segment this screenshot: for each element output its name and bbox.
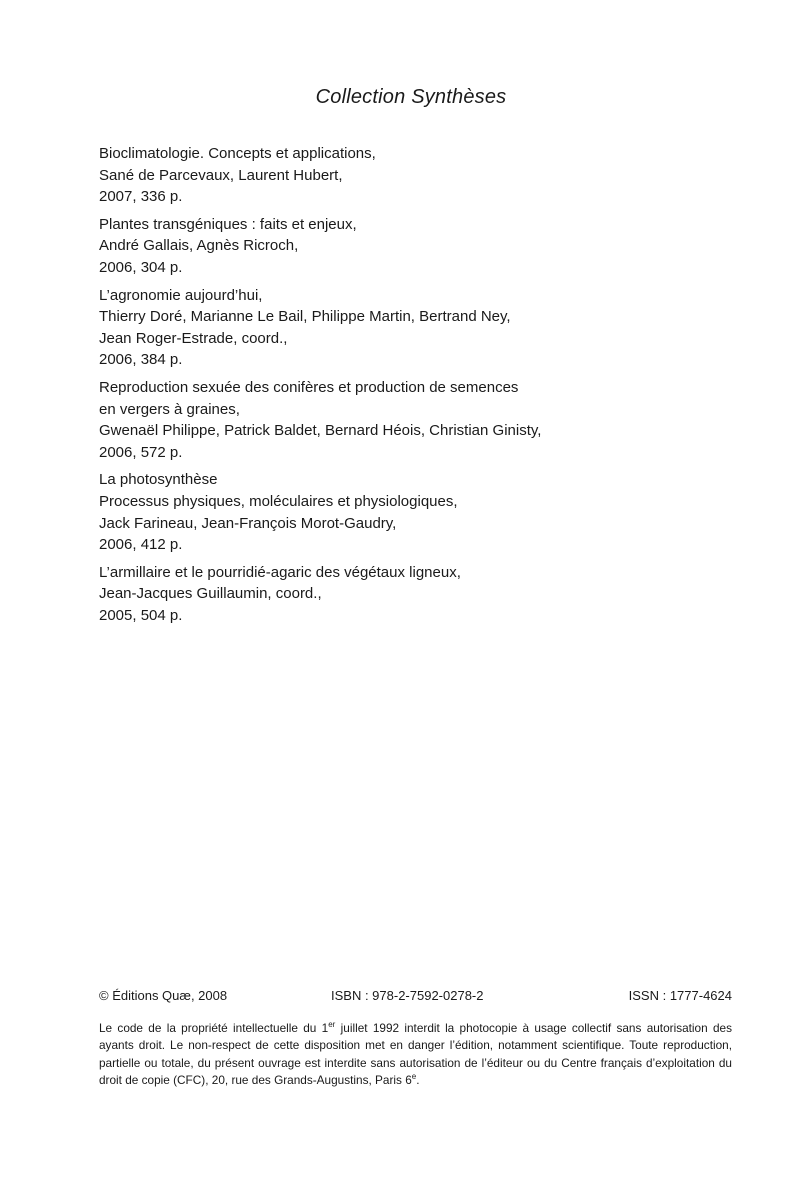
book-entry [99,377,739,463]
book-list [99,143,739,632]
copyright-notice: © Éditions Quæ, 2008 [99,988,228,1003]
book-year-pages: 2006, 412 p. [99,536,183,554]
book-year-pages: 2006, 572 p. [99,443,183,461]
book-authors: Jean Roger-Estrade, coord., [99,329,288,347]
book-year-pages: 2005, 504 p. [99,606,183,624]
book-authors: Jack Farineau, Jean-François Morot-Gaudry, [99,514,397,532]
book-title: L’agronomie aujourd’hui, [99,286,263,304]
legal-text-part: juillet 1992 interdit la photocopie à usage collectif sans autorisation des ayants droit. Le non-respect de cette disposition met en danger l’édition, notamment scientifique. Toute reproduction, partielle ou totale, du présent ouvrage est interdite sans autorisation de l’éditeur ou du Centre français d’exploitation du droit de copie (CFC), 20, rue des Grands-Augustins, Paris 6 [99,1021,732,1088]
book-title: en vergers à graines, [99,400,240,418]
book-title: La photosynthèse [99,471,218,489]
book-title: Reproduction sexuée des conifères et production de semences [99,378,519,396]
book-year-pages: 2006, 384 p. [99,351,183,369]
book-subtitle: Processus physiques, moléculaires et physiologiques, [99,492,458,510]
legal-notice [99,1020,732,1090]
collection-title: Collection Synthèses [315,86,507,108]
book-year-pages: 2007, 336 p. [99,188,183,206]
book-entry [99,143,739,208]
superscript: e [411,1072,417,1082]
book-entry [99,285,739,371]
book-authors: Jean-Jacques Guillaumin, coord., [99,585,322,603]
book-title: Plantes transgéniques : faits et enjeux, [99,215,357,233]
superscript: er [328,1020,336,1030]
legal-text-part: Le code de la propriété intellectuelle du 1 [99,1021,329,1035]
issn-number: ISSN : 1777-4624 [628,988,732,1003]
book-year-pages: 2006, 304 p. [99,258,183,276]
book-title: L’armillaire et le pourridié-agaric des végétaux ligneux, [99,563,461,581]
book-authors: Gwenaël Philippe, Patrick Baldet, Bernard Héois, Christian Ginisty, [99,422,542,440]
legal-text-part: . [416,1073,420,1088]
book-authors: André Gallais, Agnès Ricroch, [99,237,299,255]
book-entry [99,214,739,279]
book-authors: Sané de Parcevaux, Laurent Hubert, [99,166,343,184]
isbn-number: ISBN : 978-2-7592-0278-2 [331,988,484,1003]
publication-info [99,988,732,1008]
book-title: Bioclimatologie. Concepts et applications, [99,145,376,162]
book-entry [99,562,739,627]
book-entry [99,469,739,555]
book-authors: Thierry Doré, Marianne Le Bail, Philippe Martin, Bertrand Ney, [99,308,511,326]
